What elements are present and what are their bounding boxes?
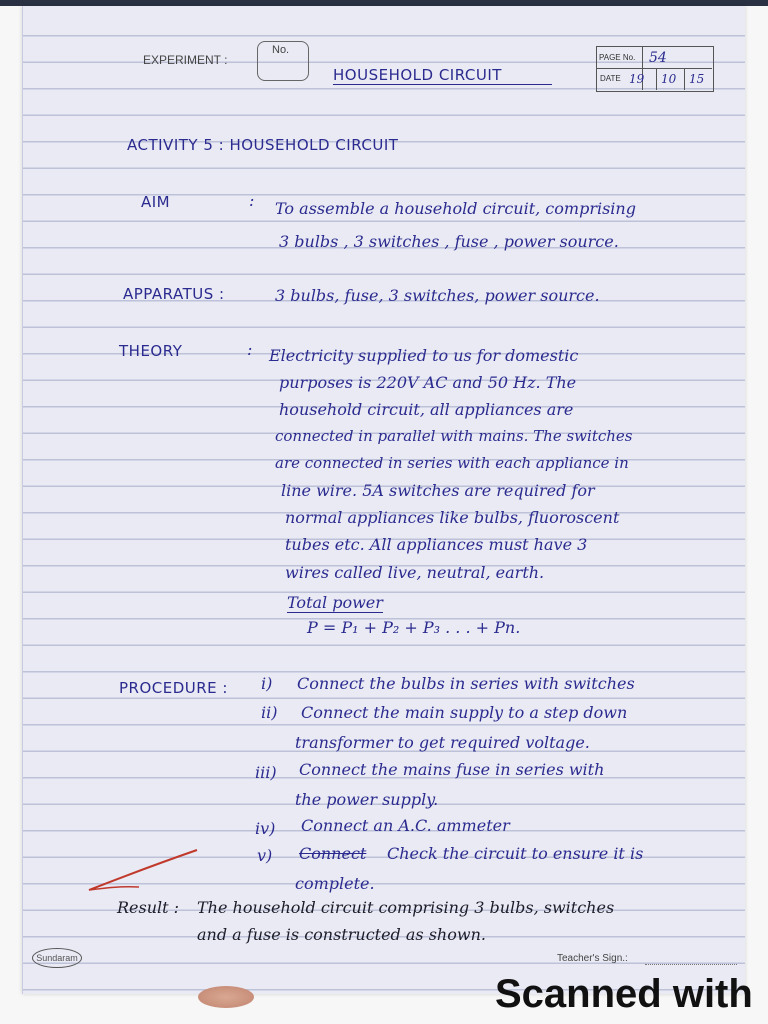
aim-label: AIM: [141, 193, 171, 211]
procedure-step-text: the power supply.: [295, 790, 439, 809]
apparatus-label: APPARATUS :: [123, 285, 225, 303]
procedure-step-number: iii): [255, 763, 277, 782]
procedure-step-text: Connect the mains fuse in series with: [299, 760, 605, 779]
theory-formula: P = P₁ + P₂ + P₃ . . . + Pn.: [307, 618, 521, 637]
procedure-step-number: iv): [255, 819, 276, 838]
theory-line: household circuit, all appliances are: [279, 400, 574, 419]
aim-line-2: 3 bulbs , 3 switches , fuse , power source.: [279, 232, 619, 251]
result-label: Result :: [117, 898, 180, 917]
procedure-step-text: complete.: [295, 874, 375, 893]
procedure-label: PROCEDURE :: [119, 679, 228, 697]
aim-line-1: To assemble a household circuit, comprising: [275, 199, 636, 218]
theory-line: normal appliances like bulbs, fluoroscent: [285, 508, 620, 527]
scanned-with-watermark: Scanned with: [495, 972, 753, 1016]
date-month: 10: [661, 72, 677, 86]
theory-line: connected in parallel with mains. The switches: [275, 427, 633, 445]
aim-colon: :: [249, 191, 255, 210]
teacher-sign-label: Teacher's Sign.:: [557, 953, 628, 964]
procedure-step-number: ii): [261, 703, 278, 722]
procedure-step-text: Connect an A.C. ammeter: [301, 816, 510, 835]
procedure-step-number: v): [257, 846, 273, 865]
theory-line: Electricity supplied to us for domestic: [269, 346, 579, 365]
date-day: 19: [629, 72, 645, 86]
notebook-page: [22, 6, 745, 994]
activity-title: ACTIVITY 5 : HOUSEHOLD CIRCUIT: [127, 136, 399, 154]
result-line-1: The household circuit comprising 3 bulbs, switches: [197, 898, 615, 917]
theory-line: purposes is 220V AC and 50 Hz. The: [279, 373, 577, 392]
procedure-step-text: Connect the bulbs in series with switches: [297, 674, 635, 693]
result-line-2: and a fuse is constructed as shown.: [197, 925, 486, 944]
thumb-in-frame: [198, 986, 254, 1008]
teacher-tick-mark: [85, 846, 205, 896]
apparatus-text: 3 bulbs, fuse, 3 switches, power source.: [275, 286, 600, 305]
theory-line: are connected in series with each appliance in: [275, 454, 629, 472]
brand-logo-text: Sundaram: [36, 953, 78, 963]
theory-label: THEORY: [119, 342, 183, 360]
theory-line: Total power: [287, 593, 383, 612]
date-vline-2: [684, 68, 685, 90]
theory-line: line wire. 5A switches are required for: [281, 481, 595, 500]
procedure-step-number: i): [261, 674, 273, 693]
procedure-step-text: Connect the main supply to a step down: [301, 703, 628, 722]
theory-line: tubes etc. All appliances must have 3: [285, 535, 588, 554]
date-year: 15: [689, 72, 705, 86]
date-label: DATE: [600, 74, 621, 83]
theory-line: wires called live, neutral, earth.: [285, 563, 545, 582]
struck-word: Connect: [299, 844, 367, 863]
page-number: 54: [649, 50, 667, 66]
page-date-divider: [596, 68, 712, 69]
experiment-label: EXPERIMENT :: [143, 53, 228, 67]
procedure-step-text: transformer to get required voltage.: [295, 733, 590, 752]
theory-colon: :: [247, 340, 253, 359]
experiment-title: HOUSEHOLD CIRCUIT: [333, 66, 552, 85]
page-no-label: PAGE No.: [599, 53, 636, 62]
date-vline-1: [656, 68, 657, 90]
brand-logo: [32, 948, 82, 968]
no-label: No.: [272, 44, 290, 56]
procedure-step-text: Check the circuit to ensure it is: [387, 844, 644, 863]
experiment-number-box: [257, 41, 309, 81]
